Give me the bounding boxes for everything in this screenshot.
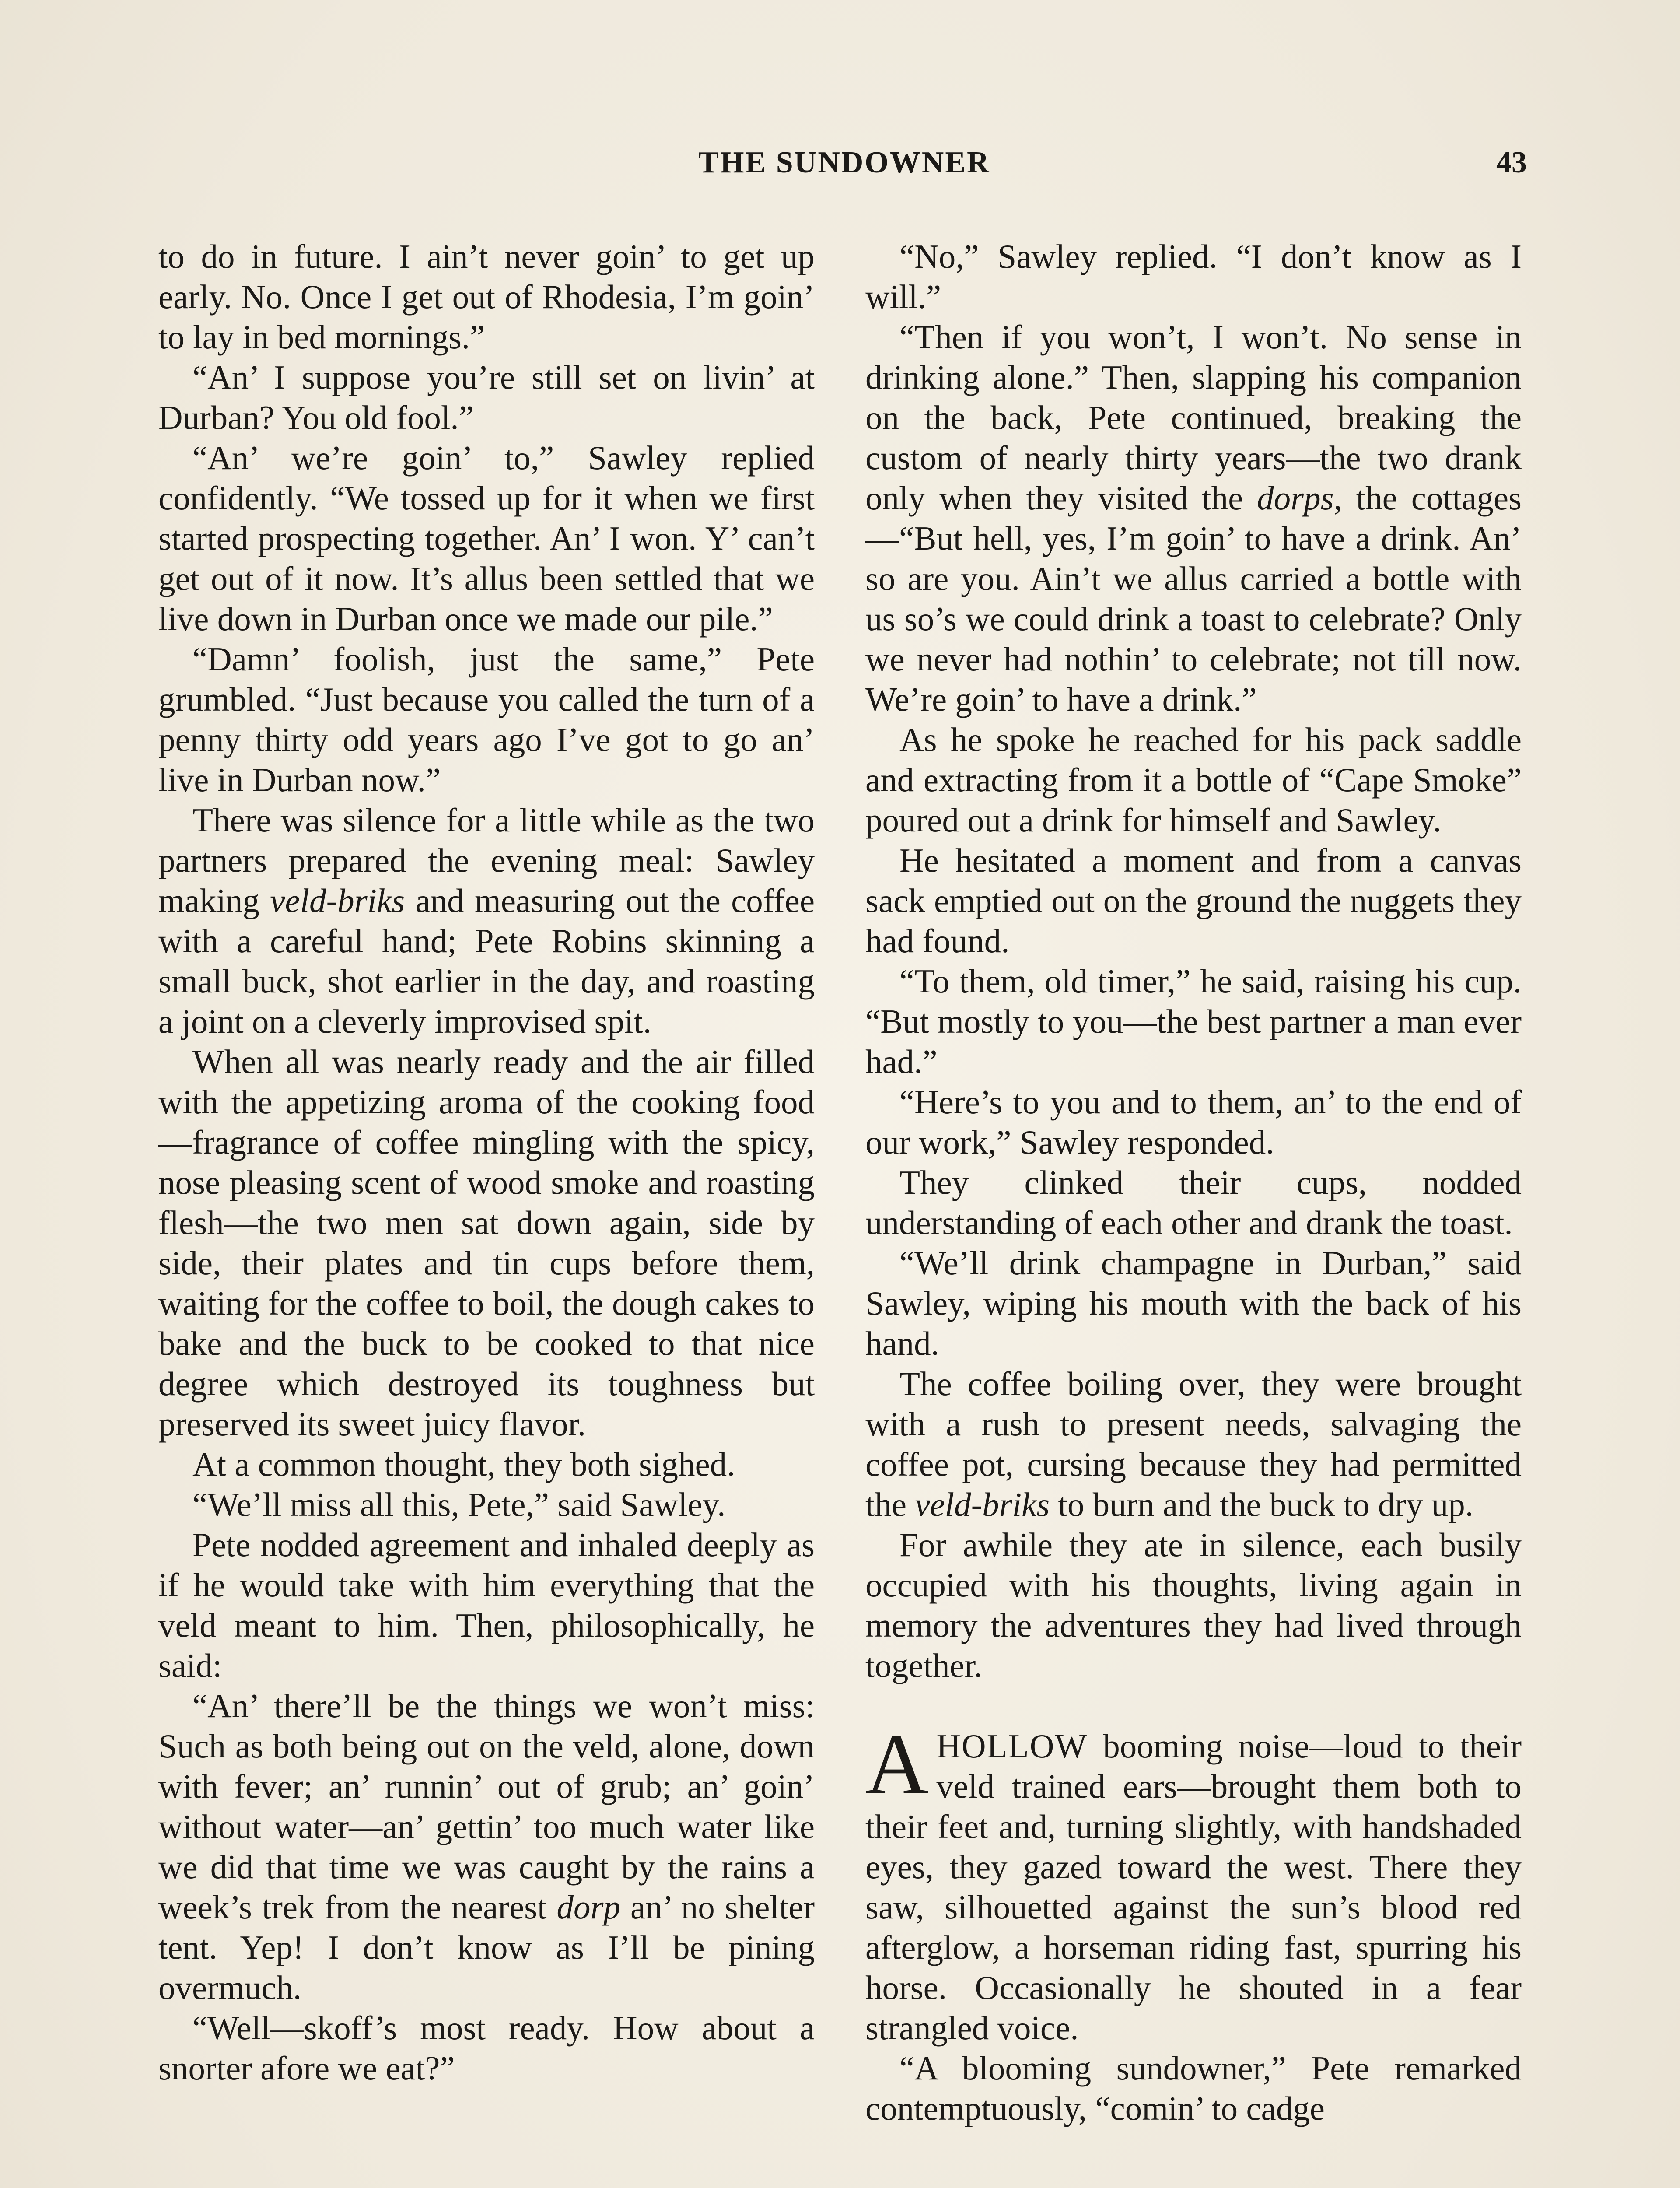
paragraph — [158, 1525, 815, 1686]
paragraph — [865, 317, 1522, 719]
text-run: “Well—skoff’s most ready. How about a snorter afore we eat?” — [158, 2009, 815, 2087]
text-run: At a common thought, they both sighed. — [192, 1445, 735, 1483]
text-run: “Damn’ foolish, just the same,” Pete grumbled. “Just because you called the turn of a penny thirty odd years ago I’ve got to go an’ live in Durban now.” — [158, 640, 815, 799]
text-run: For awhile they ate in silence, each busily occupied with his thoughts, living again in memory the adventures they had lived through together. — [865, 1526, 1522, 1684]
text-run: to burn and the buck to dry up. — [1050, 1486, 1474, 1523]
text-run: “An’ we’re goin’ to,” Sawley replied confidently. “We tossed up for it when we first started prospecting together. An’ I won. Y’ can’t get out of it now. It’s allus been settled that we live down in Durban once we made our pile.” — [158, 439, 815, 638]
text-run: “We’ll drink champagne in Durban,” said Sawley, wiping his mouth with the back of his hand. — [865, 1244, 1522, 1362]
text-run: “An’ I suppose you’re still set on livin’ at Durban? You old fool.” — [158, 358, 815, 436]
italic-term: dorp — [556, 1888, 620, 1926]
paragraph — [865, 1525, 1522, 1686]
paragraph — [865, 1243, 1522, 1364]
paragraph — [158, 800, 815, 1041]
paragraph — [158, 1444, 815, 1484]
paragraph — [158, 357, 815, 438]
paragraph — [158, 1686, 815, 2008]
page-header — [162, 145, 1527, 198]
italic-term: veld-briks — [270, 882, 405, 919]
text-run: Pete nodded agreement and inhaled deeply as if he would take with him everything that the veld meant to him. Then, philosophically, he said: — [158, 1526, 815, 1684]
paragraph — [158, 1484, 815, 1525]
running-title: THE SUNDOWNER — [698, 146, 990, 179]
text-run: “Here’s to you and to them, an’ to the end of our work,” Sawley responded. — [865, 1083, 1522, 1161]
text-run: There was silence for a little while as the two partners prepared the evening meal: Sawley making — [158, 801, 815, 919]
text-run: “Then if you won’t, I won’t. No sense in drinking alone.” Then, slapping his companion on the back, Pete continued, breaking the custom of nearly thirty years—the two drank only when they visited the — [865, 318, 1522, 517]
paragraph — [865, 1162, 1522, 1243]
text-run: He hesitated a moment and from a canvas sack emptied out on the ground the nuggets they had found. — [865, 842, 1522, 960]
text-run: booming noise—loud to their veld trained ears—brought them both to their feet and, turning slightly, with handshaded eyes, they gazed toward the west. There they saw, silhouetted against the sun’s blood red afterglow, a horseman riding fast, spurring his horse. Occasionally he shouted in a fear strangled voice. — [865, 1727, 1522, 2047]
text-run: “A blooming sundowner,” Pete remarked contemptuously, “comin’ to cadge — [865, 2049, 1522, 2127]
right-column — [865, 236, 1522, 2128]
text-run: When all was nearly ready and the air filled with the appetizing aroma of the cooking food—fragrance of coffee mingling with the spicy, nose pleasing scent of wood smoke and roasting flesh—the two men sat down again, side by side, their plates and tin cups before them, waiting for the coffee to boil, the dough cakes to bake and the buck to be cooked to that nice degree which destroyed its toughness but preserved its sweet juicy flavor. — [158, 1043, 815, 1443]
page-number: 43 — [1496, 146, 1527, 179]
paragraph — [865, 2048, 1522, 2128]
paragraph — [865, 1364, 1522, 1525]
italic-term: veld-briks — [915, 1486, 1050, 1523]
text-run: an’ no shelter tent. Yep! I don’t know as I’ll be pining overmuch. — [158, 1888, 815, 2006]
italic-term: dorps — [1257, 479, 1334, 517]
text-run: and measuring out the coffee with a careful hand; Pete Robins skinning a small buck, shot earlier in the day, and roasting a joint on a cleverly improvised spit. — [158, 882, 815, 1040]
paragraph — [865, 840, 1522, 961]
text-run: to do in future. I ain’t never goin’ to get up early. No. Once I get out of Rhodesia, I’m goin’ to lay in bed mornings.” — [158, 238, 815, 356]
paragraph — [865, 1082, 1522, 1162]
paragraph — [865, 961, 1522, 1082]
text-run: As he spoke he reached for his pack saddle and extracting from it a bottle of “Cape Smoke” poured out a drink for himself and Sawley. — [865, 721, 1522, 839]
paragraph — [865, 1716, 1522, 2048]
paragraph — [158, 1041, 815, 1444]
drop-cap: A — [865, 1716, 929, 1813]
text-run: “We’ll miss all this, Pete,” said Sawley. — [192, 1486, 726, 1523]
small-caps-lead: HOLLOW — [936, 1727, 1088, 1765]
paragraph — [158, 236, 815, 357]
text-run: They clinked their cups, nodded understanding of each other and drank the toast. — [865, 1164, 1522, 1241]
text-run: The coffee boiling over, they were brought with a rush to present needs, salvaging the coffee pot, cursing because they had permitted the — [865, 1365, 1522, 1523]
paragraph — [865, 719, 1522, 840]
paragraph — [158, 639, 815, 800]
paragraph — [158, 2008, 815, 2088]
left-column — [158, 236, 815, 2088]
text-run: “No,” Sawley replied. “I don’t know as I will.” — [865, 238, 1522, 316]
text-run: “An’ there’ll be the things we won’t miss: Such as both being out on the veld, alone, down with fever; an’ runnin’ out of grub; an’ goin’ without water—an’ gettin’ too much water like we did that time we was caught by the rains a week’s trek from the nearest — [158, 1687, 815, 1926]
text-run: “To them, old timer,” he said, raising his cup. “But mostly to you—the best partner a man ever had.” — [865, 962, 1522, 1080]
text-run: , the cottages—“But hell, yes, I’m goin’ to have a drink. An’ so are you. Ain’t we allus carried a bottle with us so’s we could drink a toast to celebrate? Only we never had nothin’ to celebrate; not till now. We’re goin’ to have a drink.” — [865, 479, 1522, 718]
paragraph — [158, 438, 815, 639]
paragraph — [865, 236, 1522, 317]
